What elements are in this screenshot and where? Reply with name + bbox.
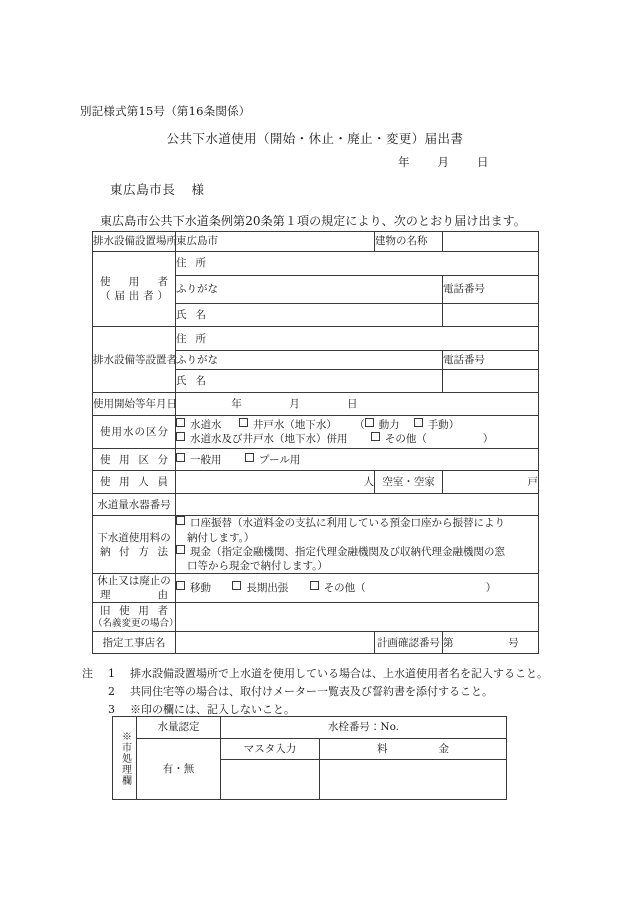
people-value[interactable] bbox=[176, 471, 375, 494]
building-name-value[interactable] bbox=[443, 232, 539, 252]
installer-label: 排水設備等設置者 bbox=[93, 350, 176, 369]
checkbox-option-wellwater[interactable] bbox=[239, 418, 337, 432]
user-label-spacer-2 bbox=[93, 303, 176, 327]
use-class-options bbox=[176, 449, 539, 471]
note-item bbox=[82, 683, 548, 701]
option-label: 水道水 bbox=[190, 419, 222, 432]
checkbox-option-move[interactable] bbox=[176, 581, 211, 595]
table-row-installer-name bbox=[93, 369, 539, 393]
installer-address-cell[interactable] bbox=[176, 327, 539, 351]
water-type-power-group bbox=[354, 418, 459, 432]
master-input-value[interactable] bbox=[221, 760, 320, 800]
user-label-line1: 使用者 bbox=[100, 276, 168, 288]
former-user-label-line1: 旧使用者 bbox=[100, 604, 168, 617]
installer-label-spacer-2 bbox=[93, 369, 176, 393]
people-label bbox=[93, 471, 176, 494]
table-row-former-user bbox=[93, 603, 539, 632]
addressee-honorific: 様 bbox=[191, 182, 205, 197]
option-label: 現金（指定金融機関、指定代理金融機関及び収納代理金融機関の窓 bbox=[190, 545, 505, 558]
table-row-user-address bbox=[93, 252, 539, 276]
fee-value[interactable] bbox=[320, 760, 507, 800]
people-label-text: 使用人員 bbox=[100, 476, 168, 489]
notes-keyword-spacer bbox=[82, 683, 108, 701]
installer-furigana-cell[interactable] bbox=[176, 350, 443, 369]
option-label: 動力 bbox=[378, 419, 400, 432]
former-user-label-line2: （名義変更の場合） bbox=[93, 618, 179, 630]
note-number: 1 bbox=[108, 667, 115, 680]
user-label bbox=[93, 275, 176, 303]
checkbox-icon[interactable] bbox=[176, 453, 185, 462]
checkbox-option-pool[interactable] bbox=[245, 453, 300, 467]
paren-close: ） bbox=[485, 582, 497, 595]
notes-keyword: 注 bbox=[82, 667, 93, 680]
suspend-label-line1: 休止又は廃止の bbox=[97, 575, 171, 588]
user-phone-label: 電話番号 bbox=[443, 283, 485, 296]
table-row-water-type bbox=[93, 416, 539, 449]
table-row-installer-address bbox=[93, 327, 539, 351]
installer-phone-label: 電話番号 bbox=[443, 353, 485, 366]
note-number: 3 bbox=[108, 702, 115, 716]
office-vertical-label-cell bbox=[113, 717, 137, 800]
user-name-cell[interactable] bbox=[176, 303, 443, 327]
checkbox-option-combined[interactable] bbox=[176, 432, 348, 446]
water-type-label-text: 使用水の区分 bbox=[100, 426, 168, 439]
option-label: 水道水及び井戸水（地下水）併用 bbox=[190, 433, 348, 446]
main-form-table bbox=[92, 231, 539, 654]
option-label: 移動 bbox=[190, 582, 211, 595]
page-title: 公共下水道使用（開始・休止・廃止・変更）届出書 bbox=[166, 131, 464, 146]
checkbox-icon[interactable] bbox=[365, 418, 374, 427]
checkbox-icon[interactable] bbox=[176, 545, 185, 554]
paren-close: ） bbox=[448, 419, 460, 432]
suspend-label bbox=[93, 574, 176, 603]
tap-number-label: 水栓番号：No. bbox=[221, 717, 507, 739]
contractor-value[interactable] bbox=[176, 632, 375, 654]
payment-option-transfer-cont: 納付します。） bbox=[187, 531, 255, 544]
payment-option-cash-cont: 口等から現金で納付します。） bbox=[187, 559, 328, 572]
installer-address-label: 住所 bbox=[176, 332, 206, 345]
meter-no-label: 水道量水器番号 bbox=[93, 494, 176, 516]
checkbox-icon[interactable] bbox=[371, 432, 380, 441]
suspend-label-line2: 理由 bbox=[100, 589, 168, 602]
table-row-payment bbox=[93, 516, 539, 574]
option-label: その他（ bbox=[384, 433, 427, 446]
installer-furigana-label: ふりがな bbox=[176, 353, 218, 366]
volume-approval-label: 水量認定 bbox=[137, 717, 221, 739]
water-type-options bbox=[176, 416, 539, 449]
water-type-label bbox=[93, 416, 176, 449]
user-address-label: 住所 bbox=[176, 257, 206, 270]
table-row-suspend-reason bbox=[93, 574, 539, 603]
submission-date-line bbox=[398, 154, 548, 170]
checkbox-option-longtrip[interactable] bbox=[232, 581, 288, 595]
master-input-label: マスタ入力 bbox=[221, 739, 320, 760]
notes-section bbox=[82, 665, 548, 718]
vacancy-unit: 戸 bbox=[527, 476, 538, 489]
note-text: 共同住宅等の場合は、取付けメーター一覧表及び誓約書を添付すること。 bbox=[130, 684, 493, 698]
option-label: 口座振替（水道料金の支払に利用している預金口座から振替により bbox=[190, 517, 505, 530]
user-label-spacer bbox=[93, 252, 176, 276]
office-use-table bbox=[112, 716, 507, 800]
paren-open: （ bbox=[354, 419, 365, 432]
option-label: 井戸水（地下水） bbox=[252, 419, 337, 432]
installer-name-cell[interactable] bbox=[176, 369, 443, 393]
payment-label bbox=[93, 516, 176, 574]
plan-no-value[interactable] bbox=[443, 632, 539, 654]
checkbox-icon[interactable] bbox=[176, 516, 185, 525]
addressee-name: 東広島市長 bbox=[110, 182, 176, 197]
date-year-label: 年 bbox=[398, 155, 410, 169]
use-class-label bbox=[93, 449, 176, 471]
addressee bbox=[110, 180, 205, 198]
checkbox-icon[interactable] bbox=[414, 418, 423, 427]
installer-phone-label-cell bbox=[443, 350, 539, 369]
vacancy-value[interactable] bbox=[443, 471, 539, 494]
table-row-start-date bbox=[93, 393, 539, 416]
meter-no-value[interactable] bbox=[176, 494, 539, 516]
checkbox-icon[interactable] bbox=[176, 581, 185, 590]
table-row-meter-no bbox=[93, 494, 539, 516]
table-row-installer-furigana bbox=[93, 350, 539, 369]
volume-approval-value[interactable]: 有・無 bbox=[137, 739, 221, 800]
checkbox-icon[interactable] bbox=[232, 581, 241, 590]
user-furigana-label: ふりがな bbox=[176, 283, 218, 296]
contractor-label: 指定工事店名 bbox=[93, 632, 176, 654]
former-user-label bbox=[93, 603, 179, 632]
checkbox-option-general[interactable] bbox=[176, 453, 222, 467]
date-month-label: 月 bbox=[437, 155, 449, 169]
date-day-label: 日 bbox=[477, 155, 489, 169]
checkbox-option-tapwater[interactable] bbox=[176, 418, 222, 432]
payment-option-cash[interactable] bbox=[176, 545, 538, 559]
fee-label-text: 料金 bbox=[377, 742, 449, 755]
vacancy-label: 空室・空家 bbox=[375, 471, 443, 494]
start-date-day-label: 日 bbox=[347, 398, 358, 411]
office-vertical-label: ※市処理欄 bbox=[119, 730, 131, 786]
start-date-month-label: 月 bbox=[289, 398, 300, 411]
table-row-location bbox=[93, 232, 539, 252]
table-row-use-class bbox=[93, 449, 539, 471]
start-date-value[interactable] bbox=[176, 393, 539, 416]
checkbox-icon[interactable] bbox=[245, 453, 254, 462]
checkbox-option-suspend-other[interactable] bbox=[310, 581, 497, 595]
start-date-year-label: 年 bbox=[231, 398, 242, 411]
checkbox-icon[interactable] bbox=[310, 581, 319, 590]
table-row-people bbox=[93, 471, 539, 494]
location-value[interactable]: 東広島市 bbox=[176, 232, 375, 252]
payment-option-transfer[interactable] bbox=[176, 516, 538, 530]
option-label: 手動 bbox=[427, 419, 449, 432]
water-type-line1 bbox=[176, 418, 538, 432]
use-class-label-text: 使用区分 bbox=[100, 453, 168, 466]
option-label: プール用 bbox=[258, 453, 301, 466]
payment-label-line1: 下水道使用料の bbox=[97, 531, 171, 544]
suspend-options bbox=[176, 574, 539, 603]
people-unit: 人 bbox=[363, 476, 374, 489]
building-name-label: 建物の名称 bbox=[375, 232, 443, 252]
payment-options bbox=[176, 516, 539, 574]
intro-statement: 東広島市公共下水道条例第20条第１項の規定により、次のとおり届け出ます。 bbox=[100, 214, 526, 228]
option-label: 長期出張 bbox=[246, 582, 289, 595]
fee-label bbox=[320, 739, 507, 760]
table-row-contractor bbox=[93, 632, 539, 654]
notes-keyword-spacer bbox=[82, 701, 108, 719]
option-label: その他（ bbox=[323, 582, 366, 595]
checkbox-icon[interactable] bbox=[176, 432, 185, 441]
note-number: 2 bbox=[108, 684, 115, 698]
form-number: 別記様式第15号（第16条関係） bbox=[80, 104, 251, 118]
start-date-label: 使用開始等年月日 bbox=[93, 393, 176, 416]
checkbox-option-water-other[interactable] bbox=[371, 432, 494, 446]
user-phone-label-cell bbox=[443, 275, 539, 303]
user-label-line2: （届出者） bbox=[100, 290, 168, 303]
user-address-cell[interactable] bbox=[176, 252, 539, 276]
plan-no-suffix: 号 bbox=[508, 636, 519, 649]
user-name-label: 氏名 bbox=[176, 309, 206, 321]
table-row-user-name bbox=[93, 303, 539, 327]
user-furigana-cell[interactable] bbox=[176, 275, 443, 303]
paren-close: ） bbox=[482, 433, 494, 446]
plan-no-prefix: 第 bbox=[443, 636, 454, 649]
plan-no-label: 計画確認番号 bbox=[375, 632, 443, 654]
payment-label-line2: 納付方法 bbox=[100, 545, 168, 558]
note-item bbox=[82, 665, 548, 683]
installer-label-spacer bbox=[93, 327, 176, 351]
checkbox-icon[interactable] bbox=[239, 418, 248, 427]
water-type-line2 bbox=[176, 432, 538, 446]
option-label: 一般用 bbox=[190, 453, 222, 466]
installer-phone-value[interactable] bbox=[443, 369, 539, 393]
note-text: 排水設備設置場所で上水道を使用している場合は、上水道使用者名を記入すること。 bbox=[130, 667, 548, 680]
user-phone-value[interactable] bbox=[443, 303, 539, 327]
office-row-header bbox=[113, 717, 507, 739]
checkbox-icon[interactable] bbox=[176, 418, 185, 427]
note-text: ※印の欄には、記入しないこと。 bbox=[130, 702, 295, 716]
office-row-subheader bbox=[113, 739, 507, 760]
table-row-user-furigana bbox=[93, 275, 539, 303]
installer-name-label: 氏名 bbox=[176, 375, 206, 387]
location-label: 排水設備設置場所 bbox=[93, 232, 176, 252]
former-user-value[interactable] bbox=[176, 603, 539, 632]
